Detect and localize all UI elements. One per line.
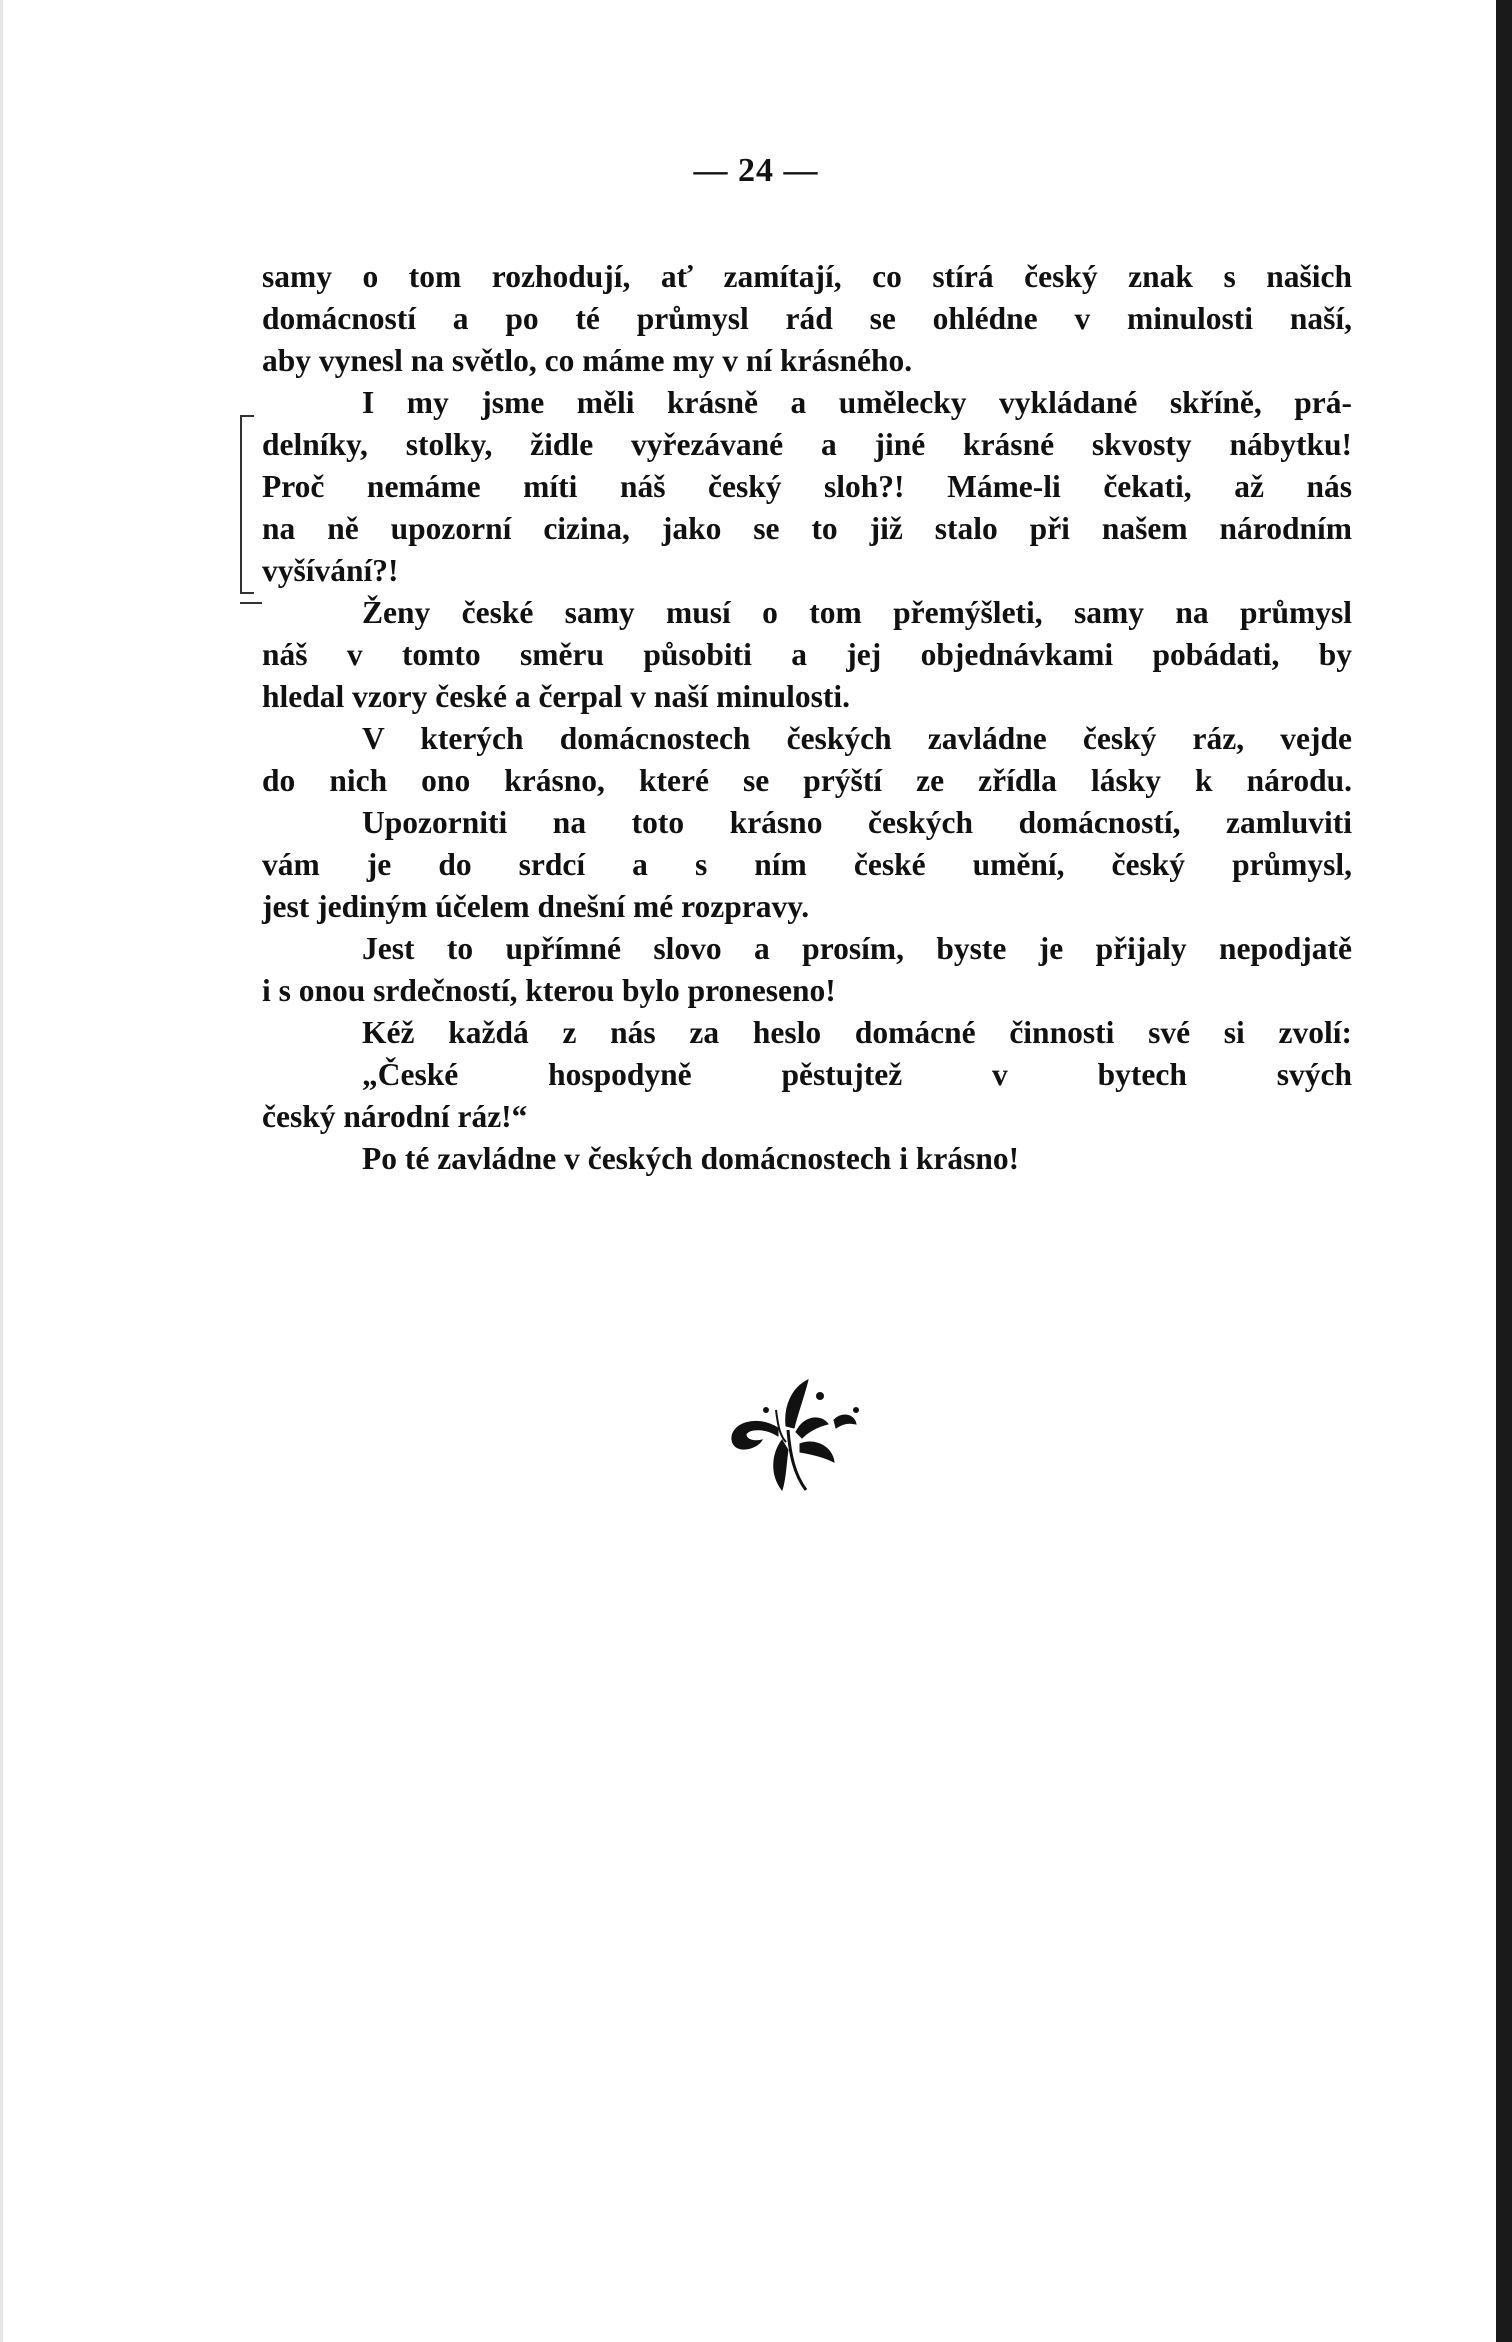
text-line: Proč nemáme míti náš český sloh?! Máme-li čekati, až nás (262, 469, 1352, 504)
scan-edge-right (1496, 0, 1512, 2342)
text-line: V kterých domácnostech českých zavládne český ráz, vejde (362, 721, 1352, 756)
text-line: Ženy české samy musí o tom přemýšleti, samy na průmysl (362, 595, 1352, 630)
text-line: vyšívání?! (262, 553, 399, 588)
text-line: samy o tom rozhodují, ať zamítají, co stírá český znak s našich (262, 259, 1352, 294)
text-line: „České hospodyně pěstujtež v bytech svých (362, 1057, 1352, 1092)
text-line: Kéž každá z nás za heslo domácné činnosti své si zvolí: (362, 1015, 1352, 1050)
text-line: náš v tomto směru působiti a jej objednávkami pobádati, by (262, 637, 1352, 672)
text-body (262, 256, 1352, 1180)
text-line: vám je do srdcí a s ním české umění, český průmysl, (262, 847, 1352, 882)
text-line: český národní ráz!“ (262, 1099, 528, 1134)
text-line: jest jediným účelem dnešní mé rozpravy. (262, 889, 810, 924)
text-line: i s onou srdečností, kterou bylo proneseno! (262, 973, 836, 1008)
text-line: hledal vzory české a čerpal v naší minulosti. (262, 679, 850, 714)
text-line: Jest to upřímné slovo a prosím, byste je přijaly nepodjatě (362, 931, 1352, 966)
page-number: — 24 — (693, 152, 819, 189)
floral-ornament-icon (716, 1370, 876, 1500)
scan-edge-left (0, 0, 3, 2342)
text-line: Po té zavládne v českých domácnostech i krásno! (362, 1141, 1020, 1176)
text-line: I my jsme měli krásně a umělecky vykládané skříně, prá- (362, 385, 1352, 420)
margin-dash-mark (240, 602, 262, 604)
margin-bracket-mark (240, 415, 254, 594)
text-line: domácností a po té průmysl rád se ohlédne v minulosti naší, (262, 301, 1352, 336)
text-line: do nich ono krásno, které se prýští ze zřídla lásky k národu. (262, 763, 1352, 798)
text-line: aby vynesl na světlo, co máme my v ní krásného. (262, 343, 913, 378)
text-line: delníky, stolky, židle vyřezávané a jiné krásné skvosty nábytku! (262, 427, 1352, 462)
text-line: na ně upozorní cizina, jako se to již stalo při našem národním (262, 511, 1352, 546)
text-line: Upozorniti na toto krásno českých domácností, zamluviti (362, 805, 1352, 840)
